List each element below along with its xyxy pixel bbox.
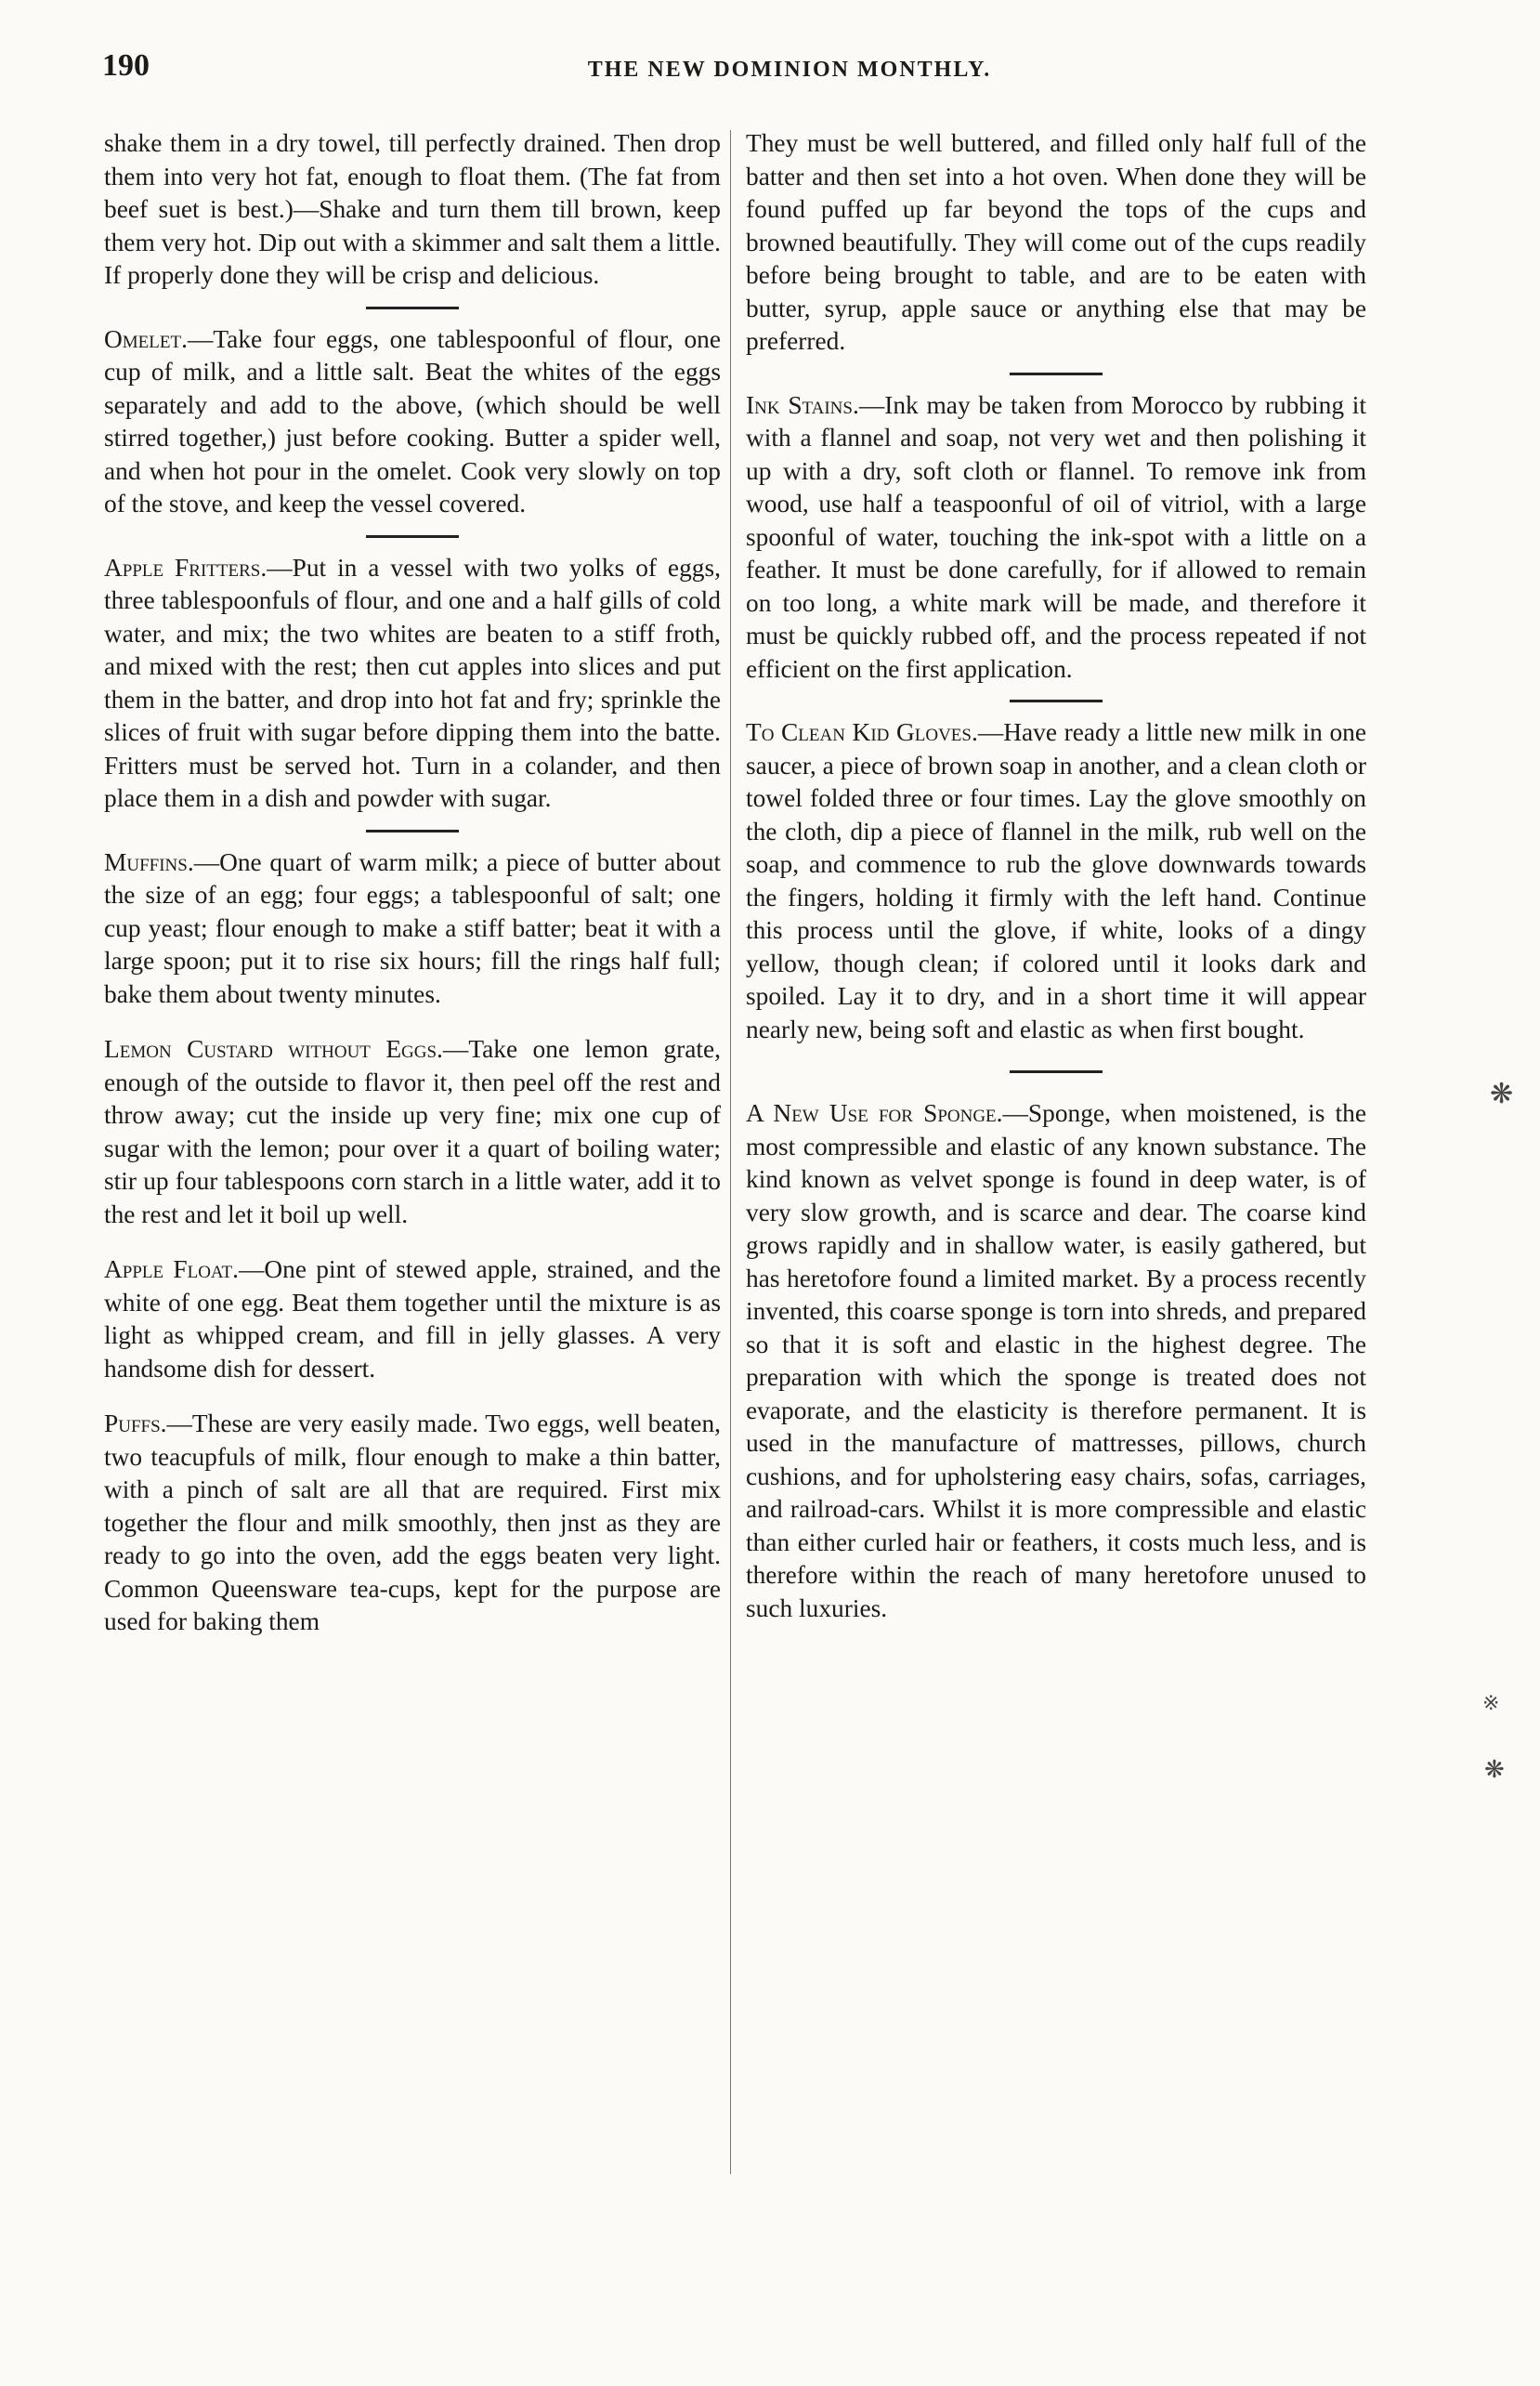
fried-item-continuation: shake them in a dry towel, till perfectly drained. Then drop them into very hot fat, enough to float them. (The fat from beef suet is best.)—Shake and turn them till brown, keep them very hot. Dip out with a skimmer and salt them a little. If properly done they will be crisp and delicious. [104, 129, 721, 289]
lemon-custard-text: —Take one lemon grate, enough of the outside to flavor it, then peel off the rest and throw away; cut the inside up very fine; mix one cup of sugar with the lemon; pour over it a quart of boiling water; stir up four tablespoons corn starch in a little water, add it to the rest and let it boil up well. [104, 1035, 721, 1228]
sponge-paragraph [746, 1097, 1366, 1625]
apple-float-paragraph [104, 1253, 721, 1385]
kid-gloves-title: To Clean Kid Gloves. [746, 718, 978, 746]
column-divider [730, 130, 731, 2174]
left-column [104, 127, 721, 1639]
apple-fritters-title: Apple Fritters. [104, 553, 268, 582]
puffs-text: —These are very easily made. Two eggs, well beaten, two teacupfuls of milk, flour enough to make a thin batter, with a pinch of salt are all that are required. First mix together the flour and milk smoothly, then jnst as they are ready to go into the oven, add the eggs beaten very light. Common Queensware tea-cups, kept for the purpose are used for baking them [104, 1409, 721, 1635]
puffs-title: Puffs. [104, 1409, 167, 1437]
ink-speck-mark: ※ [1482, 1691, 1500, 1714]
muffins-title: Muffins. [104, 847, 194, 876]
sponge-text: —Sponge, when moistened, is the most compressible and elastic of any known substance. The kind known as velvet sponge is found in deep water, is of very slow growth, and is scarce and dear. The coarse kind grows rapidly and in shallow water, is easily gathered, but has heretofore found a limited market. By a process recently invented, this coarse sponge is torn into shreds, and prepared so that it is soft and elastic in the highest degree. The preparation with which the sponge is treated does not evaporate, and the elasticity is therefore permanent. It is used in the manufacture of mattresses, pillows, church cushions, and for upholstering easy chairs, sofas, carriages, and railroad-cars. Whilst it is more compressible and elastic than either curled hair or feathers, it costs much less, and is therefore within the reach of many heretofore unused to such luxuries. [746, 1099, 1367, 1622]
lemon-custard-paragraph [104, 1033, 721, 1231]
ink-stains-text: —Ink may be taken from Morocco by rubbing it with a flannel and soap, not very wet and then polishing it up with a dry, soft cloth or flannel. To remove ink from wood, use half a teaspoonful of oil of vitriol, with a large spoonful of water, touching the ink-spot with a little on a feather. It must be done carefully, for if allowed to remain on too long, a white mark will be made, and therefore it must be quickly rubbed off, and the process repeated if not efficient on the first application. [746, 390, 1366, 683]
omelet-paragraph [104, 323, 721, 521]
right-column [746, 127, 1366, 1625]
apple-fritters-text: —Put in a vessel with two yolks of eggs, three tablespoonfuls of flour, and one and a half gills of cold water, and mix; the two whites are beaten to a stiff froth, and mixed with the rest; then cut apples into slices and put them in the batter, and drop into hot fat and fry; sprinkle the slices of fruit with sugar before dipping them into the batte. Fritters must be served hot. Turn in a colander, and then place them in a dish and powder with sugar. [104, 553, 721, 812]
apple-fritters-paragraph [104, 552, 721, 816]
muffins-paragraph [104, 846, 721, 1012]
puffs-paragraph [104, 1408, 721, 1639]
sponge-title: A New Use for Sponge. [746, 1099, 1003, 1127]
section-rule [1010, 700, 1103, 702]
kid-gloves-text: —Have ready a little new milk in one saucer, a piece of brown soap in another, and a clean cloth or towel folded three or four times. Lay the glove smoothly on the cloth, dip a piece of flannel in the milk, rub well on the soap, and commence to rub the glove downwards towards the fingers, holding it firmly with the left hand. Continue this process until the glove, if white, looks of a dingy yellow, though clean; if colored until it looks dark and spoiled. Lay it to dry, and in a short time it will appear nearly new, being soft and elastic as when first bought. [746, 718, 1366, 1043]
apple-float-title: Apple Float. [104, 1255, 240, 1283]
ink-speck-mark: ❋ [1484, 1756, 1505, 1783]
section-rule [366, 830, 459, 832]
page-number: 190 [102, 48, 150, 83]
kid-gloves-paragraph [746, 716, 1366, 1046]
ink-speck-mark: ❋ [1490, 1079, 1514, 1109]
lemon-custard-title: Lemon Custard without Eggs. [104, 1035, 443, 1063]
puffs-continuation: They must be well buttered, and filled only half full of the batter and then set into a hot oven. When done they will be found puffed up far beyond the tops of the cups and browned beautifully. They will come out of the cups readily before being brought to table, and are to be eaten with butter, syrup, apple sauce or anything else that may be preferred. [746, 129, 1366, 355]
running-title: THE NEW DOMINION MONTHLY. [587, 58, 992, 82]
ink-stains-paragraph [746, 389, 1366, 687]
section-rule [366, 307, 459, 309]
ink-stains-title: Ink Stains. [746, 390, 859, 419]
apple-float-text: —One pint of stewed apple, strained, and the white of one egg. Beat them together until the mixture is as light as whipped cream, and fill in jelly glasses. A very handsome dish for dessert. [104, 1255, 722, 1383]
muffins-text: —One quart of warm milk; a piece of butter about the size of an egg; four eggs; a tablespoonful of salt; one cup yeast; flour enough to make a stiff batter; beat it with a large spoon; put it to rise six hours; fill the rings half full; bake them about twenty minutes. [104, 847, 721, 1008]
section-rule [1010, 1070, 1103, 1073]
omelet-title: Omelet. [104, 324, 188, 353]
section-rule [366, 535, 459, 538]
omelet-text: —Take four eggs, one tablespoonful of flour, one cup of milk, and a little salt. Beat the whites of the eggs separately and add to the above, (which should be well stirred together,) just before cooking. Butter a spider well, and when hot pour in the omelet. Cook very slowly on top of the stove, and keep the vessel covered. [104, 324, 721, 518]
page-header [102, 48, 1373, 95]
section-rule [1010, 373, 1103, 375]
